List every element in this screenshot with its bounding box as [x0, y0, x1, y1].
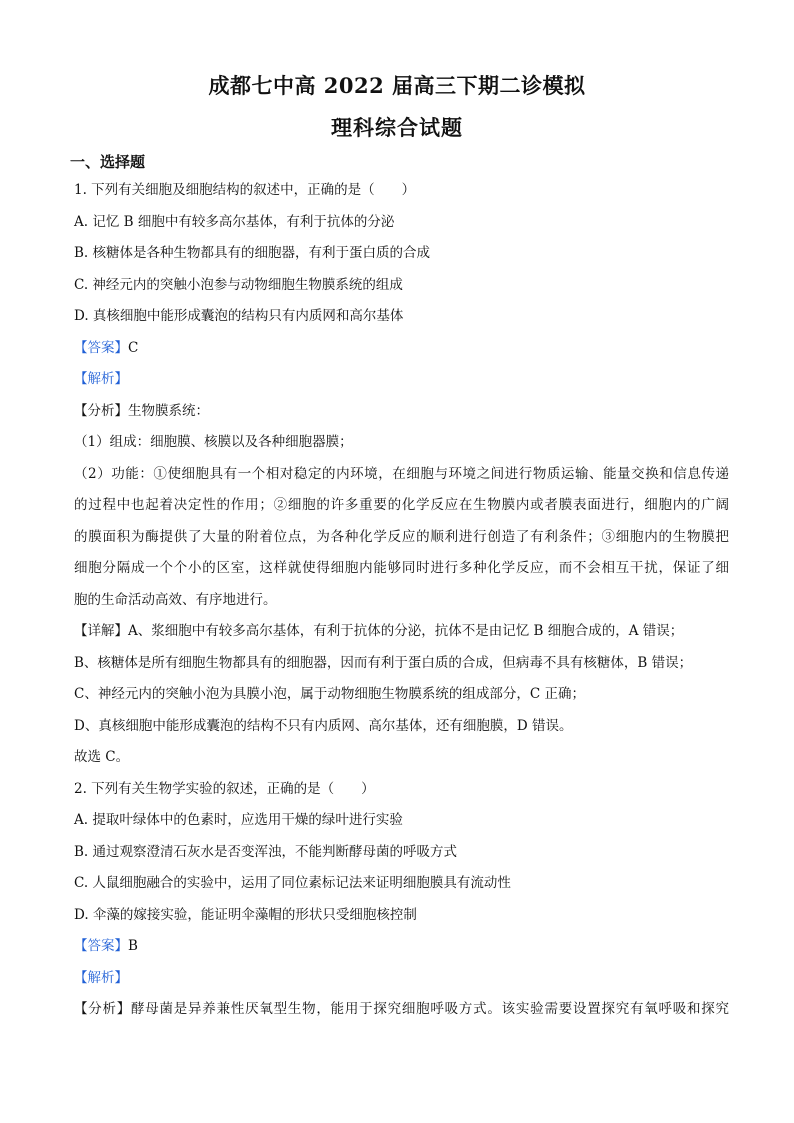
q2-option-d: D. 伞藻的嫁接实验，能证明伞藻帽的形状只受细胞核控制 [74, 907, 417, 923]
fenxi-text: 生物膜系统： [128, 403, 209, 419]
q1-stem: 1. 下列有关细胞及细胞结构的叙述中，正确的是（ ） [74, 182, 416, 198]
q1-option-d: D. 真核细胞中能形成囊泡的结构只有内质网和高尔基体 [74, 308, 404, 324]
q1-function-line: 胞的生命活动高效、有序地进行。 [74, 592, 277, 608]
q2-option-a: A. 提取叶绿体中的色素时，应选用干燥的绿叶进行实验 [74, 812, 403, 828]
q2-option-b: B. 通过观察澄清石灰水是否变浑浊，不能判断酵母菌的呼吸方式 [74, 844, 458, 860]
q2-analysis [74, 968, 729, 988]
q1-fenxi [74, 401, 729, 421]
q2-answer [74, 936, 729, 956]
q1-option-c: C. 神经元内的突触小泡参与动物细胞生物膜系统的组成 [74, 277, 403, 293]
answer-tag: 【答案】 [74, 340, 128, 356]
q1-function-line: （2）功能：①使细胞具有一个相对稳定的内环境，在细胞与环境之间进行物质运输、能量交换和信息传递 [74, 466, 729, 482]
q1-function-line: 细胞分隔成一个个小的区室，这样就使得细胞内能够同时进行多种化学反应，而不会相互干扰，保证了细 [74, 560, 729, 576]
fenxi-tag: 【分析】 [74, 1001, 132, 1017]
exam-title: 成都七中高 2022 届高三下期二诊模拟 [208, 73, 586, 98]
answer-value: C [128, 340, 139, 356]
q1-detail-d: D、真核细胞中能形成囊泡的结构不只有内质网、高尔基体，还有细胞膜，D 错误。 [74, 718, 573, 734]
q1-option-b: B. 核糖体是各种生物都具有的细胞器，有利于蛋白质的合成 [74, 245, 431, 261]
q1-composition: （1）组成：细胞膜、核膜以及各种细胞器膜； [74, 434, 353, 450]
detail-text: A、浆细胞中有较多高尔基体，有利于抗体的分泌，抗体不是由记忆 B 细胞合成的，A 错误； [128, 623, 684, 639]
q1-function-line: 的过程中也起着决定性的作用；②细胞的许多重要的化学反应在生物膜内或者膜表面进行，细胞内的广阔 [74, 497, 729, 513]
q1-conclusion: 故选 C。 [74, 749, 130, 765]
q2-fenxi [74, 999, 729, 1019]
q1-detail-c: C、神经元内的突触小泡为具膜小泡，属于动物细胞生物膜系统的组成部分，C 正确； [74, 686, 585, 702]
analysis-tag: 【解析】 [74, 970, 128, 986]
q1-answer [74, 338, 729, 358]
exam-subtitle: 理科综合试题 [331, 115, 463, 140]
q2-option-c: C. 人鼠细胞融合的实验中，运用了同位素标记法来证明细胞膜具有流动性 [74, 875, 511, 891]
q1-detail-b: B、核糖体是所有细胞生物都具有的细胞器，因而有利于蛋白质的合成，但病毒不具有核糖体，B 错误； [74, 655, 693, 671]
detail-tag: 【详解】 [74, 623, 128, 639]
q1-analysis [74, 369, 729, 389]
q2-stem: 2. 下列有关生物学实验的叙述，正确的是（ ） [74, 781, 375, 797]
section-title: 一、选择题 [70, 153, 146, 171]
fenxi-tag: 【分析】 [74, 403, 128, 419]
answer-value: B [128, 938, 138, 954]
q1-detail-a [74, 621, 729, 641]
analysis-tag: 【解析】 [74, 371, 128, 387]
fenxi-text: 酵母菌是异养兼性厌氧型生物，能用于探究细胞呼吸方式。该实验需要设置探究有氧呼吸和探究 [131, 1001, 730, 1017]
answer-tag: 【答案】 [74, 938, 128, 954]
q1-function-line: 的膜面积为酶提供了大量的附着位点，为各种化学反应的顺利进行创造了有利条件；③细胞内的生物膜把 [74, 529, 729, 545]
q1-option-a: A. 记忆 B 细胞中有较多高尔基体，有利于抗体的分泌 [74, 214, 395, 230]
